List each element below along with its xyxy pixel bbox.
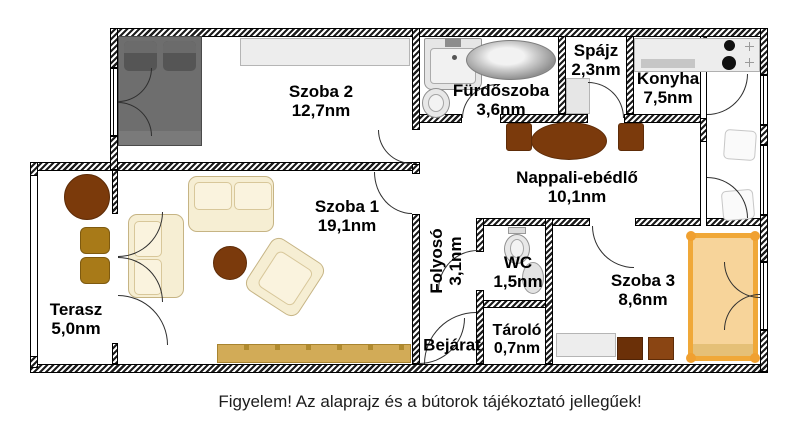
room-label-folyoso [427, 228, 465, 293]
wall-segment [483, 218, 590, 226]
wall-segment [110, 28, 118, 68]
wall-segment [476, 218, 484, 252]
room-label-tarolo [493, 322, 542, 358]
room-name: Terasz [49, 300, 103, 319]
room-name: Szoba 1 [314, 197, 380, 216]
wall-segment [30, 356, 38, 368]
room-label-spajz [571, 41, 620, 79]
armchair-icon [242, 234, 328, 320]
room-area: 3,6nm [476, 100, 526, 119]
room-name: Bejárat [423, 335, 481, 355]
room-label-szoba2 [289, 82, 353, 120]
dining-chair-icon [618, 123, 644, 151]
door-arc [374, 172, 412, 214]
room-name: Tároló [492, 322, 542, 339]
room-label-nappali [516, 168, 638, 206]
toilet-icon [422, 88, 450, 118]
room-label-furdoszoba [453, 81, 549, 119]
wall-segment [110, 28, 768, 37]
hob-icon [724, 40, 735, 51]
wall-segment [760, 330, 768, 372]
wall-segment [112, 343, 118, 364]
wall-segment [760, 28, 768, 75]
room-name: Fürdőszoba [452, 81, 550, 100]
chair-outline-icon [723, 129, 757, 161]
pantry-shelf-icon [566, 78, 590, 114]
terrace-chair-icon [80, 227, 110, 254]
terrace-railing [30, 176, 38, 356]
wall-segment [112, 170, 118, 214]
dining-table-icon [531, 122, 607, 160]
room-name: Konyha [636, 69, 700, 88]
sofa-icon [188, 176, 274, 232]
wall-segment [700, 118, 707, 142]
wall-segment [30, 162, 420, 171]
door-arc [707, 74, 748, 115]
disclaimer-caption: Figyelem! Az alaprajz és a bútorok tájékoztató jellegűek! [218, 392, 642, 411]
coffee-table-icon [213, 246, 247, 280]
toilet-icon [508, 227, 526, 234]
room-name: Szoba 3 [610, 271, 676, 290]
wall-segment [30, 364, 768, 373]
wall-segment [483, 300, 549, 308]
room-name: Folyosó [427, 228, 446, 294]
sideboard-icon [217, 344, 411, 363]
wall-segment [760, 215, 768, 262]
wall-segment [558, 36, 566, 114]
faucet-icon [745, 42, 754, 51]
door-arc [707, 177, 748, 218]
hob-icon [722, 56, 736, 70]
room-area: 3,1nm [446, 236, 465, 286]
kitchen-counter-icon [634, 38, 760, 72]
room-area: 8,6nm [618, 290, 668, 309]
wall-segment [626, 36, 634, 114]
room-area: 0,7nm [493, 340, 541, 357]
door-arc [118, 295, 168, 345]
wall-segment [30, 162, 38, 176]
room-label-terasz [50, 300, 103, 338]
door-arc [588, 82, 624, 118]
room-area: 5,0nm [51, 319, 101, 338]
window [760, 75, 768, 125]
faucet-icon [745, 58, 754, 67]
door-arc [592, 226, 634, 268]
window [110, 68, 118, 136]
terrace-chair-icon [80, 257, 110, 284]
room-area: 12,7nm [291, 101, 351, 120]
dining-chair-icon [506, 123, 532, 151]
stool-icon [617, 337, 643, 360]
room-name: WC [503, 253, 533, 272]
wall-segment [412, 164, 420, 174]
wall-segment [412, 28, 420, 130]
wall-segment [624, 114, 707, 123]
bathtub-icon [466, 40, 556, 80]
room-area: 19,1nm [317, 216, 377, 235]
room-area: 10,1nm [547, 187, 607, 206]
room-name: Spájz [573, 41, 619, 60]
room-area: 1,5nm [493, 272, 543, 291]
wardrobe-icon [240, 38, 410, 66]
door-arc [378, 130, 412, 164]
wall-segment [760, 125, 768, 145]
wall-segment [110, 136, 118, 170]
room-label-wc [493, 253, 542, 291]
window [760, 262, 768, 330]
room-label-bejarat [423, 336, 481, 355]
room-area: 7,5nm [643, 88, 693, 107]
stool-icon [648, 337, 674, 360]
room-area: 2,3nm [571, 60, 621, 79]
dresser-icon [556, 333, 616, 357]
window [760, 145, 768, 215]
room-name: Nappali-ebédlő [516, 168, 638, 187]
room-label-szoba1 [315, 197, 379, 235]
room-label-szoba3 [611, 271, 675, 309]
wall-segment [545, 218, 553, 364]
terrace-table-icon [64, 174, 110, 220]
room-label-konyha [637, 69, 699, 107]
room-name: Szoba 2 [288, 82, 354, 101]
